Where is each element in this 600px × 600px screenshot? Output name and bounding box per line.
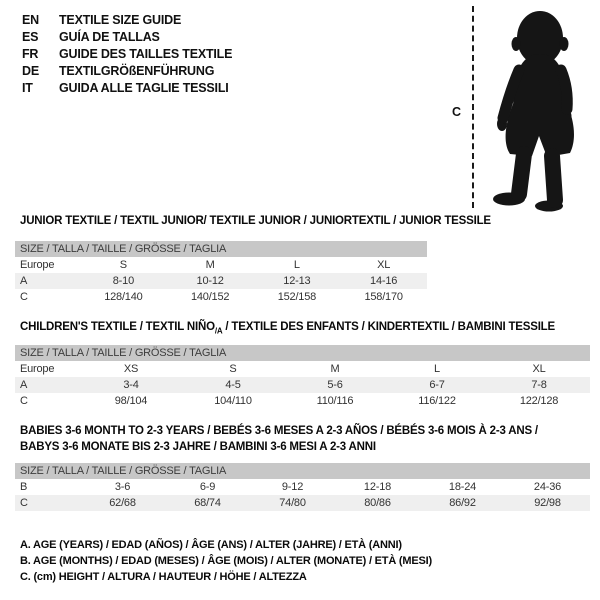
value-cell: S — [229, 363, 237, 375]
table-row — [15, 273, 427, 289]
children-table-rows — [15, 361, 590, 409]
value-cell: 62/68 — [109, 497, 136, 509]
value-cell: 6-9 — [199, 481, 216, 493]
table-row — [15, 479, 590, 495]
value-cell: 9-12 — [281, 481, 304, 493]
value-cell: 3-4 — [123, 379, 139, 391]
children-title-subscript: /A — [214, 326, 223, 336]
value-cell: 5-6 — [327, 379, 343, 391]
value-cell: 7-8 — [531, 379, 547, 391]
language-code: EN — [22, 13, 39, 27]
value-cell: L — [434, 363, 440, 375]
language-row-en — [22, 12, 232, 29]
value-cell: 140/152 — [190, 291, 230, 303]
footnote-legend — [20, 537, 432, 585]
value-cell: 12-13 — [283, 275, 311, 287]
legend-line-c: C. (cm) HEIGHT / ALTURA / HAUTEUR / HÖHE / ALTEZZA — [20, 571, 307, 583]
value-cell: 98/104 — [114, 395, 148, 407]
row-label-cell: A — [20, 379, 28, 391]
legend-line-a: A. AGE (YEARS) / EDAD (AÑOS) / ÂGE (ANS) / ALTER (JAHRE) / ETÀ (ANNI) — [20, 539, 402, 551]
size-header-bar: SIZE / TALLA / TAILLE / GRÖSSE / TAGLIA — [15, 463, 590, 479]
junior-table-title: JUNIOR TEXTILE / TEXTIL JUNIOR/ TEXTILE JUNIOR / JUNIORTEXTIL / JUNIOR TESSILE — [20, 215, 491, 227]
value-cell: 104/110 — [214, 395, 252, 407]
value-cell: 152/158 — [277, 291, 317, 303]
table-row — [15, 393, 590, 409]
language-label: TEXTILGRÖßENFÜHRUNG — [59, 64, 215, 78]
row-label-cell: A — [20, 275, 28, 287]
value-cell: 158/170 — [364, 291, 403, 303]
language-code: FR — [22, 47, 39, 61]
children-size-table — [15, 345, 590, 409]
babies-title-line2: BABYS 3-6 MONATE BIS 2-3 JAHRE / BAMBINI 3-6 MESI A 2-3 ANNI — [20, 441, 376, 453]
language-row-es — [22, 29, 232, 46]
height-label: C — [452, 105, 461, 119]
table-row — [15, 495, 590, 511]
value-cell: 128/140 — [104, 291, 143, 303]
value-cell: XS — [123, 363, 139, 375]
value-cell: S — [119, 259, 127, 271]
value-cell: L — [293, 259, 300, 271]
value-cell: 68/74 — [194, 497, 221, 509]
language-row-it — [22, 80, 232, 97]
language-label: TEXTILE SIZE GUIDE — [59, 13, 182, 27]
language-row-fr — [22, 46, 232, 63]
value-cell: 4-5 — [225, 379, 241, 391]
value-cell: 116/122 — [418, 395, 456, 407]
babies-table-title — [20, 423, 538, 455]
junior-table-rows — [15, 257, 427, 305]
value-cell: 12-18 — [363, 481, 392, 493]
junior-size-table — [15, 241, 427, 305]
language-code: ES — [22, 30, 39, 44]
value-cell: 122/128 — [519, 395, 559, 407]
legend-line-b: B. AGE (MONTHS) / EDAD (MESES) / ÂGE (MOIS) / ALTER (MONATE) / ETÀ (MESI) — [20, 555, 432, 567]
row-label-cell: Europe — [20, 363, 55, 375]
row-label-cell: C — [20, 291, 28, 303]
value-cell: 6-7 — [429, 379, 445, 391]
babies-size-table — [15, 463, 590, 511]
children-title-prefix: CHILDREN'S TEXTILE / TEXTIL NIÑO — [20, 321, 215, 333]
table-row — [15, 289, 427, 305]
value-cell: 86/92 — [449, 497, 476, 509]
children-table-title — [20, 319, 555, 339]
height-measure-line — [472, 6, 474, 208]
row-label-cell: C — [20, 395, 28, 407]
table-row — [15, 377, 590, 393]
value-cell: 110/116 — [316, 395, 354, 407]
language-code: DE — [22, 64, 39, 78]
value-cell: M — [330, 363, 340, 375]
value-cell: 74/80 — [279, 497, 306, 509]
row-label-cell: Europe — [20, 259, 55, 271]
row-label-cell: C — [20, 497, 28, 509]
table-row — [15, 257, 427, 273]
language-list — [22, 12, 232, 97]
baby-silhouette-icon — [480, 8, 600, 214]
babies-table-rows — [15, 479, 590, 511]
value-cell: XL — [532, 363, 546, 375]
size-header-bar: SIZE / TALLA / TAILLE / GRÖSSE / TAGLIA — [15, 345, 590, 361]
row-label-cell: B — [20, 481, 28, 493]
language-label: GUIDA ALLE TAGLIE TESSILI — [59, 81, 229, 95]
value-cell: M — [205, 259, 215, 271]
value-cell: 14-16 — [370, 275, 398, 287]
table-row — [15, 361, 590, 377]
value-cell: XL — [377, 259, 391, 271]
value-cell: 10-12 — [196, 275, 224, 287]
children-title-suffix: / TEXTILE DES ENFANTS / KINDERTEXTIL / BAMBINI TESSILE — [222, 321, 555, 333]
value-cell: 92/98 — [534, 497, 561, 509]
size-header-bar: SIZE / TALLA / TAILLE / GRÖSSE / TAGLIA — [15, 241, 427, 257]
language-row-de — [22, 63, 232, 80]
language-label: GUIDE DES TAILLES TEXTILE — [59, 47, 233, 61]
language-code: IT — [22, 81, 33, 95]
value-cell: 24-36 — [533, 481, 562, 493]
value-cell: 8-10 — [112, 275, 134, 287]
language-label: GUÍA DE TALLAS — [59, 30, 160, 44]
value-cell: 80/86 — [364, 497, 391, 509]
value-cell: 18-24 — [448, 481, 477, 493]
value-cell: 3-6 — [114, 481, 131, 493]
babies-title-line1: BABIES 3-6 MONTH TO 2-3 YEARS / BEBÉS 3-6 MESES A 2-3 AÑOS / BÉBÉS 3-6 MOIS À 2-3 ANS / — [20, 425, 538, 437]
